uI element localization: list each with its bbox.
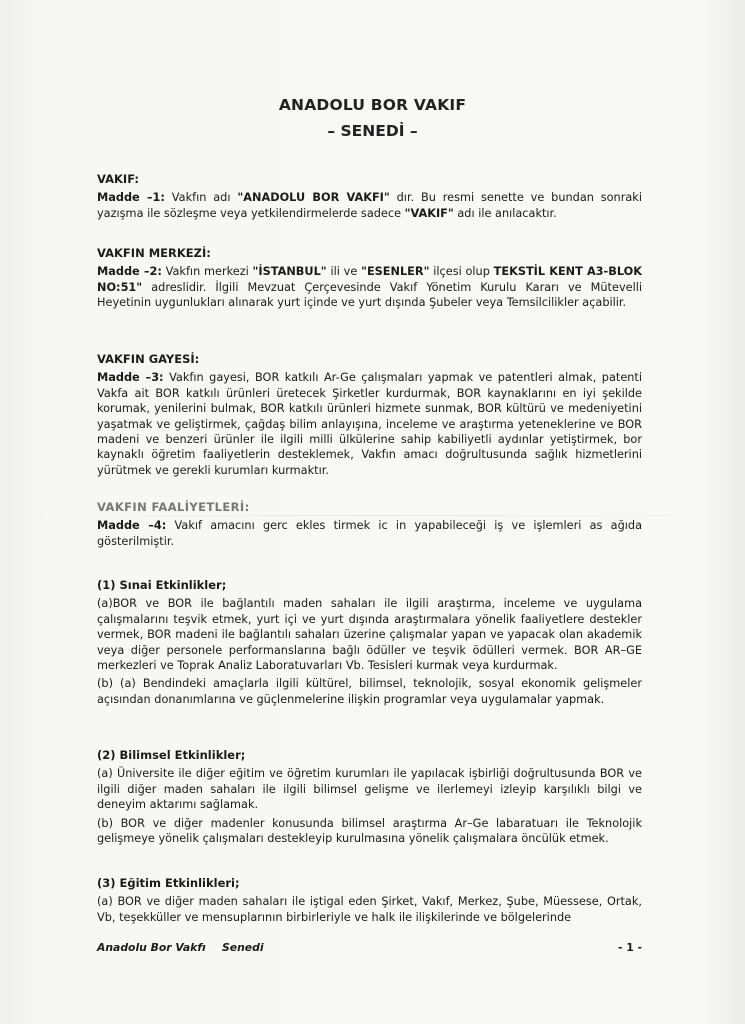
paragraph [97, 596, 642, 673]
section-heading: (2) Bilimsel Etkinlikler; [97, 748, 246, 762]
section-sinai [97, 578, 642, 707]
text-run: (a)BOR ve BOR ile bağlantılı maden sahaları ile ilgili araştırma, inceleme ve uygulama çalışmalarını teşvik etmek, yurt içi ve yurt dışında araştırmalara yönelik faaliyetlere destekler vermek, BOR madeni ile bağlantılı sahaları üzerine çalışmalar yapan ve yapacak olan akademik veya diğer personele performanslarına bağlı ödüller ve teşvik ödülleri vermek. BOR AR–GE merkezleri ve Toprak Analiz Laboratuvarları Vb. Tesisleri kurmak veya kurdurmak. [97, 597, 642, 673]
text-run: (a) Üniversite ile diğer eğitim ve öğretim kurumları ile yapılacak işbirliği doğrultusunda BOR ve ilgili diğer maden sahaları ile ilgili bilimsel gelişme ve ilerlemeyi izleyip karşılıklı bilgi ve deneyim aktarımı sağlamak. [97, 767, 642, 812]
section-heading: VAKIF: [97, 172, 140, 186]
text-run: Vakfın merkezi [161, 265, 253, 279]
paragraph [97, 190, 642, 221]
section-merkez [97, 246, 642, 311]
bold-text: Madde –1: [97, 191, 165, 205]
footer-doc-type: Senedi [222, 941, 264, 954]
title-block [0, 96, 745, 140]
bold-text: Madde –3: [97, 371, 164, 385]
bold-text: "ESENLER" [361, 265, 430, 279]
text-run: ilçesi olup [429, 265, 494, 279]
text-run: (a) BOR ve diğer maden sahaları ile iştigal eden Şirket, Vakıf, Merkez, Şube, Müessese, Ortak, Vb, teşekküller ve mensuplarının birbirleriyle ve halk ile ilişkilerinde ve bölgelerinde [97, 895, 642, 924]
bold-text: Madde –4: [97, 519, 167, 533]
section-heading: VAKFIN GAYESİ: [97, 352, 200, 366]
bold-text: "ANADOLU BOR VAKFI" [237, 191, 390, 205]
footer-doc-name: Anadolu Bor Vakfı [97, 941, 206, 954]
paragraph [97, 370, 642, 478]
section-egitim [97, 876, 642, 925]
text-run: Vakfın adı [164, 191, 238, 205]
paragraph [97, 518, 642, 549]
paragraph [97, 816, 642, 847]
text-run: ili ve [326, 265, 362, 279]
paragraph [97, 264, 642, 310]
section-heading: (1) Sınai Etkinlikler; [97, 578, 227, 592]
paragraph [97, 894, 642, 925]
document-title: ANADOLU BOR VAKIF [278, 96, 467, 114]
bold-text: Madde –2: [97, 265, 162, 279]
text-run: (b) BOR ve diğer madenler konusunda bilimsel araştırma Ar–Ge labaratuarı ile Teknolojik gelişmeye yönelik çalışmaları destekleyip kurulmasına yönelik çalışmalara öncülük etmek. [97, 816, 642, 846]
section-vakif [97, 172, 642, 221]
bold-text: "VAKIF" [404, 206, 454, 220]
text-run: adı ile anılacaktır. [453, 206, 557, 220]
section-heading: (3) Eğitim Etkinlikleri; [97, 876, 240, 890]
section-bilimsel [97, 748, 642, 846]
paragraph [97, 766, 642, 812]
section-heading: VAKFIN MERKEZİ: [97, 246, 211, 260]
page-number: - 1 - [618, 941, 642, 954]
section-faaliyetler [97, 500, 642, 549]
text-run: (b) (a) Bendindeki amaçlarla ilgili kültürel, bilimsel, teknolojik, sosyal ekonomik gelişmeler açısından donanımlarına ve güçlenmelerine ilişkin programlar veya uygulamalar yapmak. [97, 677, 642, 706]
bold-text: "İSTANBUL" [252, 265, 327, 279]
text-run: Vakfın gayesi, BOR katkılı Ar-Ge çalışmaları yapmak ve patentleri almak, patenti Vakfa ait BOR katkılı ürünleri üretecek Şirketler kurdurmak, BOR kaynaklarını en iyi şekilde korumak, yenilerini bulmak, BOR katkılı ürünleri hizmete sunmak, BOR kültürü ve medeniyetini yaşatmak ve geliştirmek, çağdaş bilim anlayışına, inceleme ve araştırma yeteneklerine ve BOR madeni ve benzeri ürünler ile ilgili milli ülkülerine sahip kabiliyetli aydınlar yetiştirmek, bor kaynaklı öğretim faaliyetlerin desteklemek, Vakfın amacı doğrultusunda sağlık hizmetlerini yürütmek ve gerekli kurumları kurmaktır. [97, 371, 642, 477]
text-run: Vakıf amacını gerc ekles tirmek ic in yapabileceği iş ve işlemleri as ağıda gösterilmiştir. [97, 519, 642, 548]
section-heading: VAKFIN FAALİYETLERİ: [97, 500, 250, 514]
document-subtitle: – SENEDİ – [327, 122, 418, 140]
bold-text: TEKSTİL KENT A3-BLOK NO:51" [97, 265, 642, 294]
paragraph [97, 676, 642, 707]
text-run: adreslidir. İlgili Mevzuat Çerçevesinde Vakıf Yönetim Kurulu Kararı ve Mütevelli Heyetinin uygunlukları alınarak yurt içinde ve yurt dışında Şubeler veya Temsilcilikler açabilir. [97, 280, 642, 310]
section-gaye [97, 352, 642, 478]
text-run: dır. Bu resmi senette ve bundan sonraki yazışma ile sözleşme veya yetkilendirmelerde sadece [97, 191, 642, 220]
